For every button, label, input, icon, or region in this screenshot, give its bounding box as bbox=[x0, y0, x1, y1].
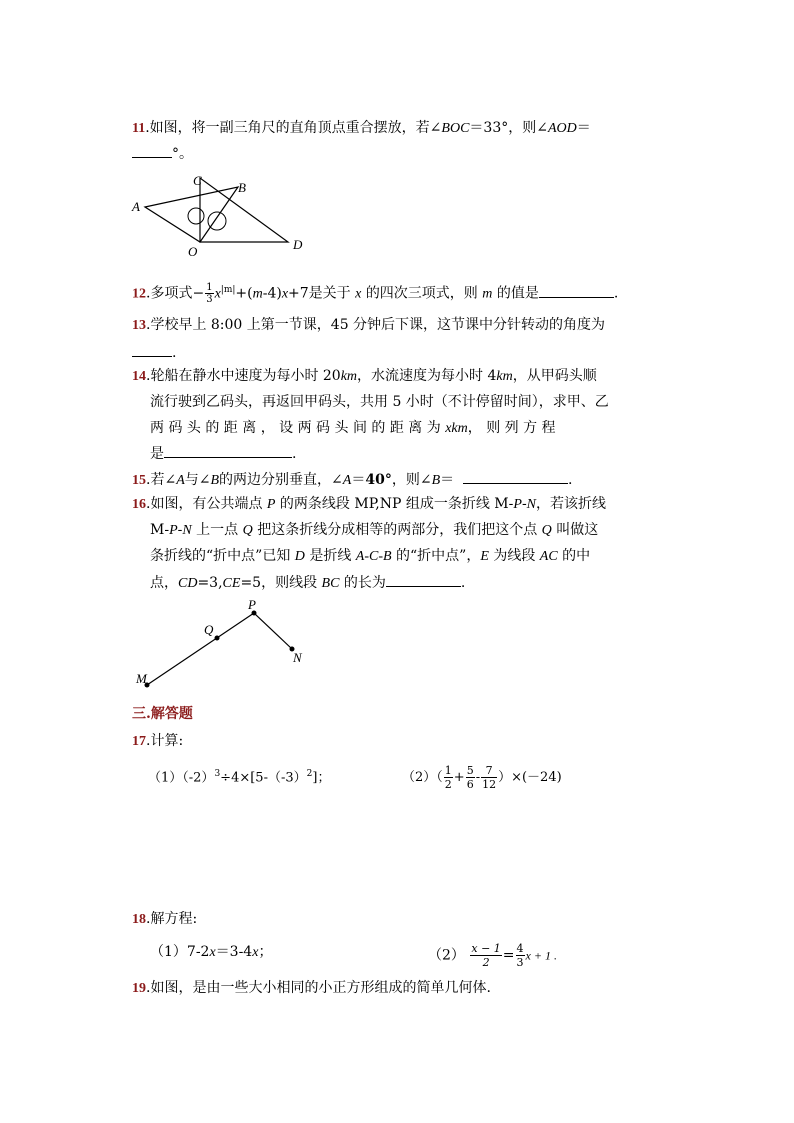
q17-part2: （2）（ $\frac{1}{2}$ + $\frac{5}{6}$ - $\frac{7}{12}$ ）×(－24) bbox=[402, 764, 562, 791]
q12-line: 12.多项式− $\frac{1}{3}$ $x^{|m|}+(m-4)x+7$是关于 x 的四次三项式，则 m 的值是 . bbox=[132, 282, 619, 306]
q15-line: 15.若∠A与∠B的两边分别垂直，∠A＝40°，则∠B＝ . bbox=[132, 469, 572, 491]
answer-blank[interactable] bbox=[132, 143, 172, 158]
q14-line1: 14.轮船在静水中速度为每小时 20km，水流速度为每小时 4km，从甲码头顺 bbox=[132, 368, 597, 384]
q14-line3: 两 码 头 的 距 离 ， 设 两 码 头 间 的 距 离 为 xkm， 则 列 方 程 bbox=[150, 420, 556, 436]
answer-blank[interactable] bbox=[463, 469, 568, 484]
q15-number: 15 bbox=[132, 473, 146, 488]
q16-line4: 点，CD=3,CE=5，则线段 BC 的长为 . bbox=[150, 572, 465, 594]
q13-line1: 13.学校早上 8:00 上第一节课，45 分钟后下课，这节课中分针转动的角度为 bbox=[132, 317, 606, 333]
q16-polyline-figure bbox=[130, 596, 320, 696]
q19-line: 19.如图，是由一些大小相同的小正方形组成的简单几何体. bbox=[132, 980, 491, 996]
q12-fraction: $\frac{1}{3}$ bbox=[206, 282, 213, 306]
q11-line1: 11.如图，将一副三角尺的直角顶点重合摆放，若∠BOC＝33°，则∠AOD＝ bbox=[132, 120, 591, 136]
label-M: M bbox=[136, 671, 147, 686]
q19-number: 19 bbox=[132, 981, 146, 996]
label-O: O bbox=[188, 244, 198, 259]
q14-number: 14 bbox=[132, 369, 146, 384]
q16-line3: 条折线的“折中点”已知 D 是折线 A-C-B 的“折中点”，E 为线段 AC 的中 bbox=[150, 548, 591, 564]
label-A: A bbox=[132, 199, 140, 214]
q14-line2: 流行驶到乙码头，再返回甲码头，共用 5 小时（不计停留时间），求甲、乙 bbox=[150, 394, 609, 410]
q18-part2: （2） $\frac{x - 1}{2}$ = $\frac{4}{3}$ x + 1 . bbox=[428, 942, 557, 969]
label-Q: Q bbox=[204, 622, 214, 637]
q18-part1: （1）7-2x＝3-4x； bbox=[150, 944, 273, 960]
label-P: P bbox=[248, 597, 256, 612]
q17-number: 17 bbox=[132, 734, 146, 749]
q11-number: 11 bbox=[132, 121, 146, 136]
q16-line2: M-P-N 上一点 Q 把这条折线分成相等的两部分，我们把这个点 Q 叫做这 bbox=[150, 522, 599, 538]
answer-blank[interactable] bbox=[539, 283, 614, 298]
q11-line2: °。 bbox=[132, 143, 193, 164]
q16-number: 16 bbox=[132, 497, 146, 512]
label-D: D bbox=[293, 237, 303, 252]
q18-line: 18.解方程: bbox=[132, 911, 198, 927]
answer-blank[interactable] bbox=[132, 342, 172, 357]
q17-line: 17.计算: bbox=[132, 733, 184, 749]
q12-number: 12 bbox=[132, 286, 146, 302]
label-B: B bbox=[238, 180, 246, 195]
q13-line2: . bbox=[132, 342, 176, 363]
q13-number: 13 bbox=[132, 318, 146, 333]
q17-part1: $(1)(-2)^3\div 4\times[5-(-3)^2]$； bbox=[148, 769, 331, 786]
answer-blank[interactable] bbox=[164, 443, 292, 458]
q11-triangle-figure bbox=[128, 170, 308, 260]
q18-number: 18 bbox=[132, 912, 146, 927]
q14-line4: 是 . bbox=[150, 443, 296, 464]
label-C: C bbox=[193, 173, 202, 188]
answer-blank[interactable] bbox=[386, 572, 461, 587]
label-N: N bbox=[293, 650, 302, 665]
q16-line1: 16.如图，有公共端点 P 的两条线段 MP,NP 组成一条折线 M-P-N，若该折线 bbox=[132, 496, 607, 512]
section-title: 三.解答题 bbox=[132, 706, 193, 722]
